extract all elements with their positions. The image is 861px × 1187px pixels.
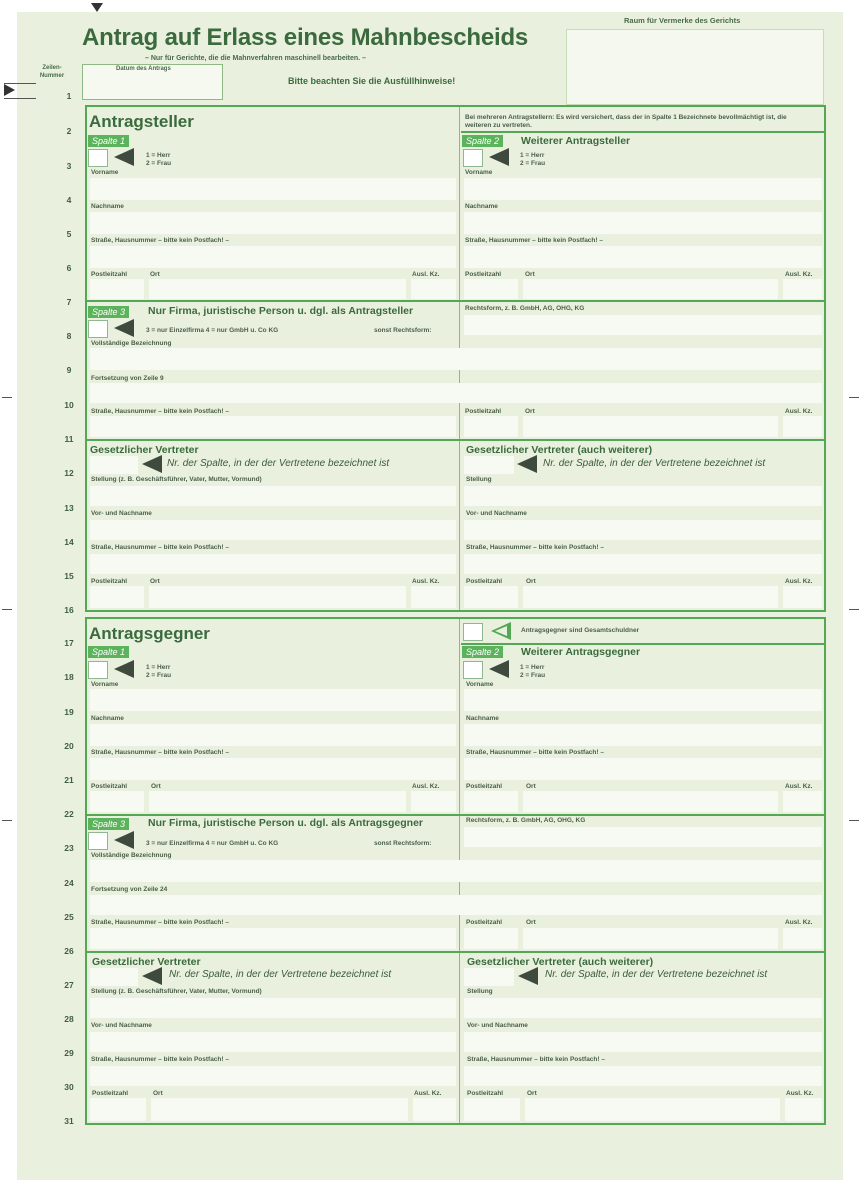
bezeichnung-label: Vollständige Bezeichnung (91, 340, 172, 347)
vor-nachname-field[interactable] (90, 520, 456, 540)
stellung-field[interactable] (90, 486, 456, 506)
row-number: 18 (64, 672, 74, 682)
gegner-auslkz-field[interactable] (411, 791, 456, 812)
gegner-spalte-hint-2: Nr. der Spalte, in der der Vertretene bezeichnet ist (545, 969, 768, 980)
vertreter-ort-label-2: Ort (526, 578, 536, 585)
gesetzlicher-vertreter-heading: Gesetzlicher Vertreter (90, 444, 199, 456)
gegner-strasse-field[interactable] (90, 758, 456, 780)
gesamtschuldner-checkbox[interactable] (463, 623, 483, 641)
spalte2-tag-gegner: Spalte 2 (462, 646, 503, 658)
gegner-vertreter-strasse-field-2[interactable] (464, 1066, 822, 1086)
row-number: 11 (64, 434, 74, 444)
gegner-vertreter-plz-label-2: Postleitzahl (467, 1090, 504, 1097)
side-tick (2, 609, 12, 610)
vertreter-plz-field[interactable] (90, 586, 144, 608)
gegner-plz-label: Postleitzahl (91, 783, 128, 790)
gegner-sonst-label: sonst Rechtsform: (374, 840, 432, 847)
vertreter-strasse-label-2: Straße, Hausnummer – bitte kein Postfach! – (466, 544, 604, 551)
vorname-field-2[interactable] (464, 178, 822, 200)
vertreter-strasse-label: Straße, Hausnummer – bitte kein Postfach! – (91, 544, 229, 551)
weiterer-antragsteller-heading: Weiterer Antragsteller (521, 135, 631, 147)
row-number: 30 (64, 1082, 74, 1092)
gegner-nachname-label-2: Nachname (466, 715, 499, 722)
plz-label: Postleitzahl (91, 271, 128, 278)
row-number: 19 (64, 707, 74, 717)
firma-plz-field[interactable] (464, 416, 518, 437)
vertreter-ort-label: Ort (150, 578, 160, 585)
anrede-box[interactable] (88, 149, 108, 167)
gegner-stellung-label-2: Stellung (467, 988, 493, 995)
arrow-icon (142, 455, 162, 473)
gegner-firma-auslkz-label: Ausl. Kz. (785, 919, 813, 926)
gesetzlicher-vertreter-weiterer-heading: Gesetzlicher Vertreter (auch weiterer) (466, 444, 653, 456)
gegner-vertreter-ort-field[interactable] (151, 1098, 408, 1121)
gegner-vertreter-ort-label-2: Ort (527, 1090, 537, 1097)
row-number: 6 (66, 263, 72, 273)
arrow-icon (517, 455, 537, 473)
plz-field[interactable] (90, 279, 144, 299)
firma-ort-label: Ort (525, 408, 535, 415)
section-divider (87, 951, 824, 953)
vertreter-auslkz-label: Ausl. Kz. (412, 578, 440, 585)
firma-codes: 3 = nur Einzelfirma 4 = nur GmbH u. Co KG (146, 327, 279, 334)
gegner-fortsetzung-label: Fortsetzung von Zeile 24 (91, 886, 168, 893)
vor-nachname-label-2: Vor- und Nachname (466, 510, 527, 517)
gegner-vertreter-auslkz-label: Ausl. Kz. (414, 1090, 442, 1097)
fortsetzung-field[interactable] (90, 383, 822, 403)
gegner-vertreter-weiterer-heading: Gesetzlicher Vertreter (auch weiterer) (467, 956, 654, 968)
gegner-spalte-hint: Nr. der Spalte, in der der Vertretene bezeichnet ist (169, 969, 392, 980)
gegner-strasse-label: Straße, Hausnummer – bitte kein Postfach! – (91, 749, 229, 756)
arrow-icon (114, 660, 134, 678)
gegner-plz-field[interactable] (90, 791, 144, 812)
rechtsform-box[interactable] (88, 320, 108, 338)
row-number: 21 (64, 775, 74, 785)
section-divider (87, 300, 824, 302)
nachname-field[interactable] (90, 212, 456, 234)
gegner-anrede-codes: 1 = Herr 2 = Frau (146, 664, 172, 679)
row-number: 22 (64, 809, 74, 819)
strasse-label-2: Straße, Hausnummer – bitte kein Postfach! – (465, 237, 603, 244)
spalte1-tag-gegner: Spalte 1 (88, 646, 129, 658)
row-number: 23 (64, 843, 74, 853)
top-marker-icon (91, 3, 103, 12)
row-number: 8 (66, 331, 72, 341)
arrow-outline-inner (495, 626, 507, 636)
plz-label-2: Postleitzahl (465, 271, 502, 278)
gegner-vertreter-ort-label: Ort (153, 1090, 163, 1097)
vertreter-strasse-field[interactable] (90, 554, 456, 574)
gegner-plz-field-2[interactable] (464, 791, 518, 812)
gegner-vertreter-plz-field-2[interactable] (464, 1098, 520, 1121)
gegner-vertreter-auslkz-field-2[interactable] (785, 1098, 822, 1121)
vertreter-plz-field-2[interactable] (464, 586, 518, 608)
stellung-label-2: Stellung (466, 476, 492, 483)
gegner-ort-label: Ort (151, 783, 161, 790)
firma-auslkz-field[interactable] (783, 416, 822, 437)
gegner-firma-ort-field[interactable] (523, 928, 778, 949)
side-tick (849, 397, 859, 398)
gegner-vertreter-spalte-field-2[interactable] (464, 968, 514, 986)
marker-line (4, 98, 36, 99)
row-number: 2 (66, 126, 72, 136)
gegner-vertreter-auslkz-field[interactable] (413, 1098, 456, 1121)
spalte2-tag: Spalte 2 (462, 135, 503, 147)
arrow-icon (489, 660, 509, 678)
gegner-vor-nachname-label: Vor- und Nachname (91, 1022, 152, 1029)
side-tick (849, 820, 859, 821)
gegner-ort-field[interactable] (149, 791, 406, 812)
fortsetzung-label: Fortsetzung von Zeile 9 (91, 375, 164, 382)
row-number: 13 (64, 503, 74, 513)
gegner-nachname-field[interactable] (90, 724, 456, 746)
section-divider (87, 439, 824, 441)
spalte3-tag: Spalte 3 (88, 306, 129, 318)
gegner-firma-strasse-label: Straße, Hausnummer – bitte kein Postfach! – (91, 919, 229, 926)
gegner-fortsetzung-field[interactable] (90, 895, 822, 915)
vertreter-spalte-field[interactable] (90, 456, 138, 474)
gegner-rechtsform-field[interactable] (464, 827, 822, 847)
ort-label-2: Ort (525, 271, 535, 278)
arrow-icon (489, 148, 509, 166)
gegner-strasse-label-2: Straße, Hausnummer – bitte kein Postfach! – (466, 749, 604, 756)
nachname-label: Nachname (91, 203, 124, 210)
firma-ort-field[interactable] (523, 416, 778, 437)
row-number: 9 (66, 365, 72, 375)
antragsteller-heading: Antragsteller (89, 112, 194, 131)
vertreter-plz-label-2: Postleitzahl (466, 578, 503, 585)
spalte-hint-2: Nr. der Spalte, in der der Vertretene bezeichnet ist (543, 458, 766, 469)
gegner-bezeichnung-field[interactable] (90, 860, 822, 882)
row-marker-icon (4, 84, 15, 96)
row-number: 26 (64, 946, 74, 956)
row-number-label: Zeilen- Nummer (39, 65, 65, 79)
vertreter-auslkz-label-2: Ausl. Kz. (785, 578, 813, 585)
gegner-strasse-field-2[interactable] (464, 758, 822, 780)
side-tick (849, 609, 859, 610)
vertreter-strasse-field-2[interactable] (464, 554, 822, 574)
firma-auslkz-label: Ausl. Kz. (785, 408, 813, 415)
gegner-rechtsform-box[interactable] (88, 832, 108, 850)
row-number: 31 (64, 1116, 74, 1126)
spalte-hint: Nr. der Spalte, in der der Vertretene bezeichnet ist (167, 458, 390, 469)
row-number: 12 (64, 468, 74, 478)
row-number: 4 (66, 195, 72, 205)
row-number: 14 (64, 537, 74, 547)
court-notes-box (566, 29, 824, 105)
section-divider (87, 814, 824, 816)
section-divider (461, 131, 824, 133)
gegner-vorname-field-2[interactable] (464, 689, 822, 711)
arrow-icon (142, 967, 162, 985)
gegner-vertreter-auslkz-label-2: Ausl. Kz. (786, 1090, 814, 1097)
vorname-label-2: Vorname (465, 169, 493, 176)
auslkz-label: Ausl. Kz. (412, 271, 440, 278)
section-divider (461, 643, 824, 645)
gegner-vertreter-strasse-label-2: Straße, Hausnummer – bitte kein Postfach! – (467, 1056, 605, 1063)
antragsgegner-heading: Antragsgegner (89, 624, 210, 643)
bezeichnung-field[interactable] (90, 348, 822, 370)
gegner-vorname-label: Vorname (91, 681, 119, 688)
rechtsform-label: Rechtsform, z. B. GmbH, AG, OHG, KG (465, 305, 585, 312)
vertreter-ort-field[interactable] (149, 586, 406, 608)
gegner-firma-plz-field[interactable] (464, 928, 518, 949)
court-notes-label: Raum für Vermerke des Gerichts (624, 16, 741, 25)
hint-text: Bitte beachten Sie die Ausfüllhinweise! (288, 76, 456, 86)
gegner-ort-field-2[interactable] (523, 791, 778, 812)
form-title: Antrag auf Erlass eines Mahnbescheids (82, 24, 529, 51)
gegner-firma-auslkz-field[interactable] (783, 928, 822, 949)
row-number: 20 (64, 741, 74, 751)
gegner-vertreter-plz-field[interactable] (90, 1098, 146, 1121)
nachname-label-2: Nachname (465, 203, 498, 210)
gegner-vertreter-plz-label: Postleitzahl (92, 1090, 129, 1097)
row-number: 29 (64, 1048, 74, 1058)
anrede-codes-2: 1 = Herr 2 = Frau (520, 152, 546, 167)
gegner-bezeichnung-label: Vollständige Bezeichnung (91, 852, 172, 859)
anrede-codes: 1 = Herr 2 = Frau (146, 152, 172, 167)
arrow-icon (518, 967, 538, 985)
gegner-vor-nachname-field[interactable] (90, 1032, 456, 1052)
auslkz-field[interactable] (411, 279, 456, 299)
gegner-firma-ort-label: Ort (526, 919, 536, 926)
gegner-vertreter-ort-field-2[interactable] (525, 1098, 780, 1121)
arrow-icon (114, 319, 134, 337)
gegner-auslkz-label: Ausl. Kz. (412, 783, 440, 790)
gegner-vertreter-strasse-field[interactable] (90, 1066, 456, 1086)
row-number: 5 (66, 229, 72, 239)
stellung-label: Stellung (z. B. Geschäftsführer, Vater, Mutter, Vormund) (91, 476, 262, 483)
spalte1-tag: Spalte 1 (88, 135, 129, 147)
gegner-nachname-field-2[interactable] (464, 724, 822, 746)
strasse-label: Straße, Hausnummer – bitte kein Postfach! – (91, 237, 229, 244)
gegner-ort-label-2: Ort (526, 783, 536, 790)
marker-line (4, 83, 36, 84)
vertreter-spalte-field-2[interactable] (464, 456, 514, 474)
row-number: 3 (66, 161, 72, 171)
row-number: 27 (64, 980, 74, 990)
gegner-firma-strasse-field[interactable] (90, 928, 456, 949)
auslkz-label-2: Ausl. Kz. (785, 271, 813, 278)
gesamtschuldner-label: Antragsgegner sind Gesamtschuldner (521, 627, 640, 634)
nachname-field-2[interactable] (464, 212, 822, 234)
gegner-stellung-label: Stellung (z. B. Geschäftsführer, Vater, Mutter, Vormund) (91, 988, 262, 995)
side-tick (2, 820, 12, 821)
vertreter-plz-label: Postleitzahl (91, 578, 128, 585)
row-number: 17 (64, 638, 74, 648)
vertreter-ort-field-2[interactable] (523, 586, 778, 608)
gegner-plz-label-2: Postleitzahl (466, 783, 503, 790)
plz-field-2[interactable] (464, 279, 518, 299)
weiterer-antragsgegner-heading: Weiterer Antragsgegner (521, 646, 641, 658)
gegner-anrede-box[interactable] (88, 661, 108, 679)
gegner-firma-plz-label: Postleitzahl (466, 919, 503, 926)
gegner-auslkz-field-2[interactable] (783, 791, 822, 812)
anrede-box-2[interactable] (463, 149, 483, 167)
vor-nachname-label: Vor- und Nachname (91, 510, 152, 517)
sonst-rechtsform-label: sonst Rechtsform: (374, 327, 432, 334)
strasse-field[interactable] (90, 246, 456, 268)
arrow-icon (114, 831, 134, 849)
ort-label: Ort (150, 271, 160, 278)
form-subtitle: – Nur für Gerichte, die die Mahnverfahren maschinell bearbeiten. – (145, 55, 366, 62)
gegner-anrede-codes-2: 1 = Herr 2 = Frau (520, 664, 546, 679)
ort-field[interactable] (149, 279, 406, 299)
ort-field-2[interactable] (523, 279, 778, 299)
vorname-field[interactable] (90, 178, 456, 200)
row-number: 16 (64, 605, 74, 615)
date-label: Datum des Antrags (116, 66, 171, 72)
row-number: 28 (64, 1014, 74, 1024)
row-number: 7 (66, 297, 72, 307)
gegner-vor-nachname-field-2[interactable] (464, 1032, 822, 1052)
spalte3-tag-gegner: Spalte 3 (88, 818, 129, 830)
gegner-stellung-field[interactable] (90, 998, 456, 1018)
firma-heading: Nur Firma, juristische Person u. dgl. als Antragsteller (148, 305, 414, 317)
strasse-field-2[interactable] (464, 246, 822, 268)
gegner-firma-codes: 3 = nur Einzelfirma 4 = nur GmbH u. Co KG (146, 840, 279, 847)
gegner-vertreter-spalte-field[interactable] (90, 968, 138, 986)
side-tick (2, 397, 12, 398)
row-number: 25 (64, 912, 74, 922)
gegner-vorname-field[interactable] (90, 689, 456, 711)
gegner-vor-nachname-label-2: Vor- und Nachname (467, 1022, 528, 1029)
row-number: 15 (64, 571, 74, 581)
vor-nachname-field-2[interactable] (464, 520, 822, 540)
rechtsform-field[interactable] (464, 315, 822, 335)
vertreter-auslkz-field-2[interactable] (783, 586, 822, 608)
firma-strasse-label: Straße, Hausnummer – bitte kein Postfach! – (91, 408, 229, 415)
row-number: 10 (64, 400, 74, 410)
gegner-vertreter-strasse-label: Straße, Hausnummer – bitte kein Postfach! – (91, 1056, 229, 1063)
gegner-nachname-label: Nachname (91, 715, 124, 722)
gegner-anrede-box-2[interactable] (463, 661, 483, 679)
vorname-label: Vorname (91, 169, 119, 176)
gegner-stellung-field-2[interactable] (464, 998, 822, 1018)
row-number: 1 (66, 91, 72, 101)
arrow-icon (114, 148, 134, 166)
gegner-auslkz-label-2: Ausl. Kz. (785, 783, 813, 790)
row-number: 24 (64, 878, 74, 888)
gegner-vertreter-heading: Gesetzlicher Vertreter (92, 956, 201, 968)
auslkz-field-2[interactable] (783, 279, 822, 299)
gegner-vorname-label-2: Vorname (466, 681, 494, 688)
vertreter-auslkz-field[interactable] (411, 586, 456, 608)
firma-plz-label: Postleitzahl (465, 408, 502, 415)
gegner-rechtsform-label: Rechtsform, z. B. GmbH, AG, OHG, KG (466, 817, 586, 824)
bevollmaechtigt-note: Bei mehreren Antragstellern: Es wird versichert, dass der in Spalte 1 Bezeichnete bevollmächtigt ist, die weiteren zu vertreten. (465, 114, 787, 129)
gegner-firma-heading: Nur Firma, juristische Person u. dgl. als Antragsgegner (148, 817, 424, 829)
stellung-field-2[interactable] (464, 486, 822, 506)
firma-strasse-field[interactable] (90, 416, 456, 437)
